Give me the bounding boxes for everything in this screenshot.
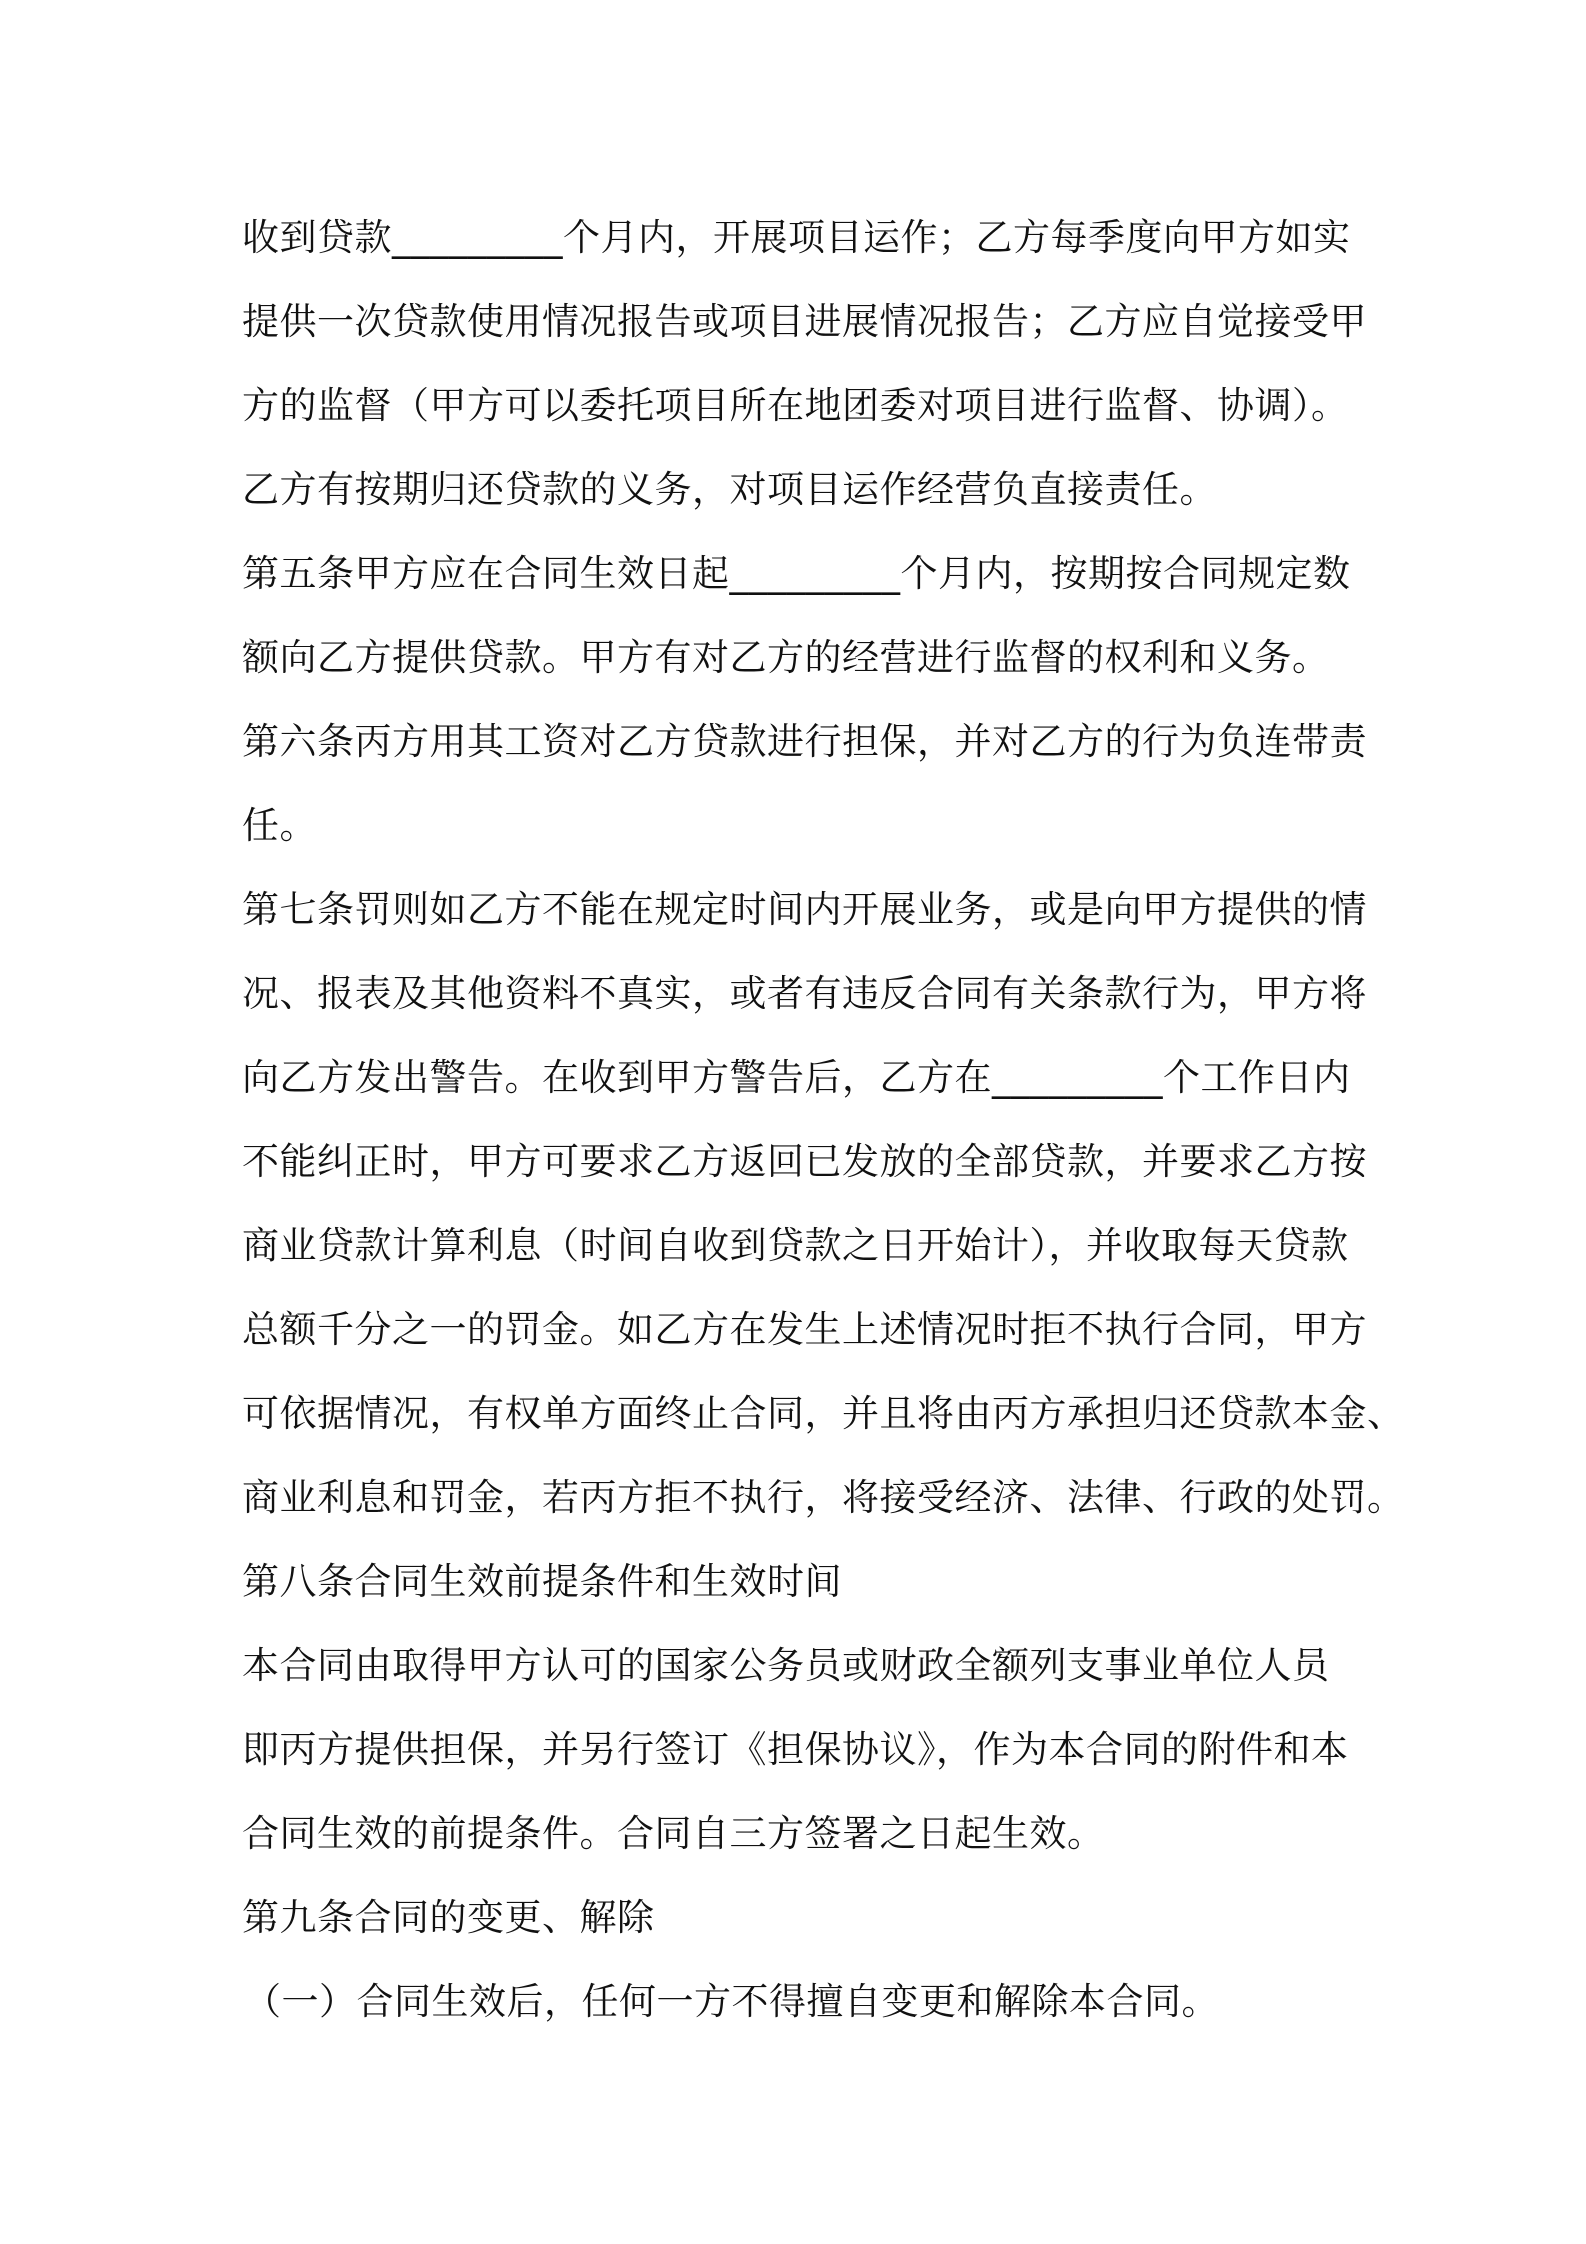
article-7-line: 第七条罚则如乙方不能在规定时间内开展业务，或是向甲方提供的情 xyxy=(242,888,1367,931)
text-line: 本合同由取得甲方认可的国家公务员或财政全额列支事业单位人员 xyxy=(242,1644,1330,1687)
text-line: 方的监督（甲方可以委托项目所在地团委对项目进行监督、协调）。 xyxy=(242,384,1349,427)
text-line: 即丙方提供担保，并另行签订《担保协议》，作为本合同的附件和本 xyxy=(242,1728,1349,1771)
text-line: 向乙方发出警告。在收到甲方警告后，乙方在_________个工作日内 xyxy=(242,1056,1351,1099)
text-line: 商业贷款计算利息（时间自收到贷款之日开始计），并收取每天贷款 xyxy=(242,1224,1349,1267)
text-line: 商业利息和罚金，若丙方拒不执行，将接受经济、法律、行政的处罚。 xyxy=(242,1476,1405,1519)
text-line: 可依据情况，有权单方面终止合同，并且将由丙方承担归还贷款本金、 xyxy=(242,1392,1405,1435)
text-line: 任。 xyxy=(242,804,317,847)
text-line: 提供一次贷款使用情况报告或项目进展情况报告；乙方应自觉接受甲 xyxy=(242,300,1367,343)
text-line: 乙方有按期归还贷款的义务，对项目运作经营负直接责任。 xyxy=(242,468,1217,511)
text-line: 况、报表及其他资料不真实，或者有违反合同有关条款行为，甲方将 xyxy=(242,972,1367,1015)
article-8-heading: 第八条合同生效前提条件和生效时间 xyxy=(242,1560,842,1603)
text-line: 不能纠正时，甲方可要求乙方返回已发放的全部贷款，并要求乙方按 xyxy=(242,1140,1367,1183)
text-line: 合同生效的前提条件。合同自三方签署之日起生效。 xyxy=(242,1812,1105,1855)
text-line: 收到贷款_________个月内，开展项目运作；乙方每季度向甲方如实 xyxy=(242,216,1351,259)
text-line: 总额千分之一的罚金。如乙方在发生上述情况时拒不执行合同，甲方 xyxy=(242,1308,1367,1351)
text-line: 额向乙方提供贷款。甲方有对乙方的经营进行监督的权利和义务。 xyxy=(242,636,1330,679)
article-9-heading: 第九条合同的变更、解除 xyxy=(242,1896,655,1939)
article-6-line: 第六条丙方用其工资对乙方贷款进行担保，并对乙方的行为负连带责 xyxy=(242,720,1367,763)
article-5-line: 第五条甲方应在合同生效日起_________个月内，按期按合同规定数 xyxy=(242,552,1351,595)
clause-1-line: （一）合同生效后，任何一方不得擅自变更和解除本合同。 xyxy=(244,1980,1219,2023)
document-body xyxy=(242,196,1405,2044)
